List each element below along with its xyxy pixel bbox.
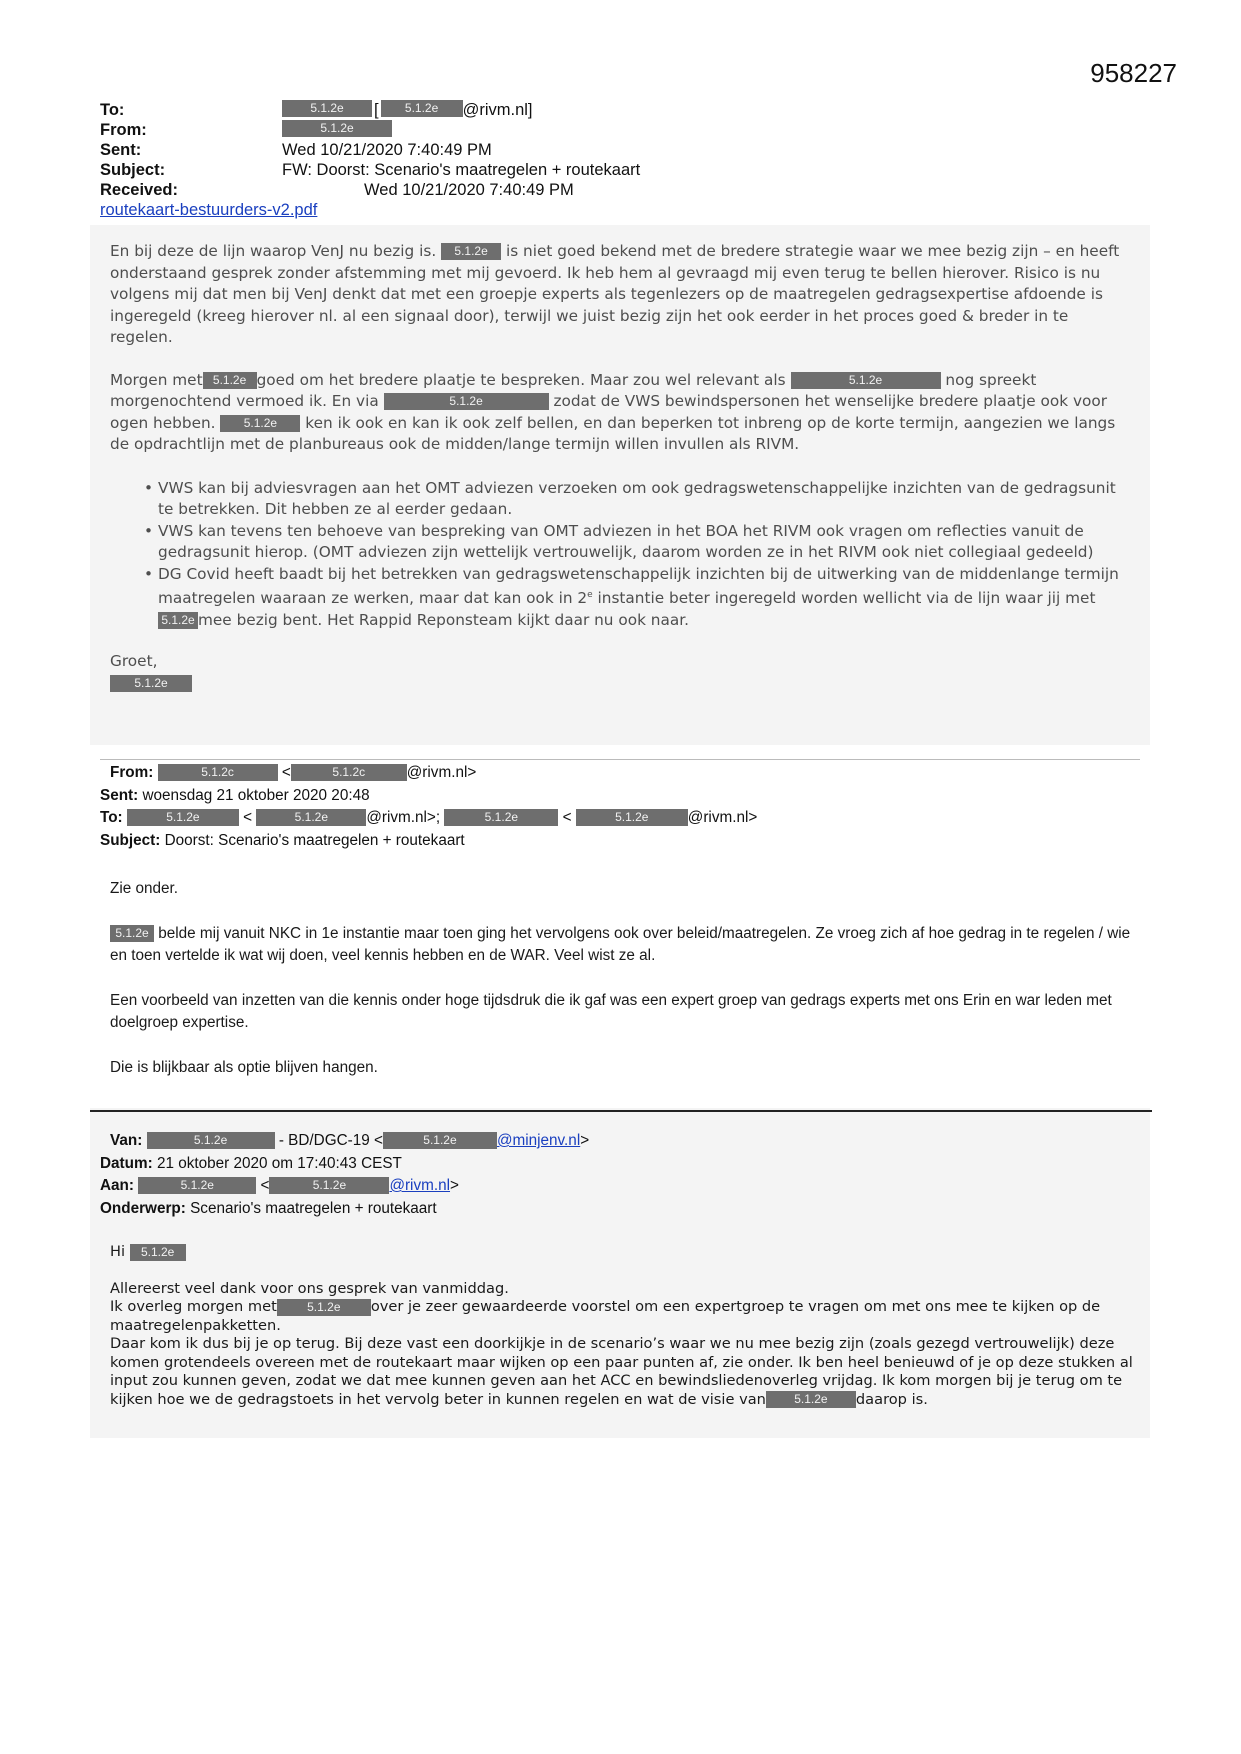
redaction: 5.1.2e (138, 1177, 256, 1194)
text: daarop is. (855, 1390, 928, 1408)
email1-bullet-list (110, 478, 1130, 632)
to-label: To: (100, 101, 125, 119)
redaction: 5.1.2e (158, 612, 198, 629)
redaction: 5.1.2e (381, 100, 463, 117)
bullet-item: • VWS kan bij adviesvragen aan het OMT adviezen verzoeken om ook gedragswetenschappelijke inzichten van de gedragsunit te betrekken. Dit hebben ze al eerder gedaan. (158, 478, 1130, 521)
email2-line: Zie onder. (110, 880, 179, 897)
to-domain: @rivm.nl> (687, 809, 758, 826)
text: mee bezig bent. Het Rappid Reponsteam kijkt daar nu ook naar. (198, 610, 689, 629)
redaction: 5.1.2e (256, 809, 366, 826)
redaction: 5.1.2e (147, 1132, 275, 1149)
to-domain: @rivm.nl] (462, 101, 533, 119)
email3-header (100, 1130, 589, 1220)
redaction: 5.1.2e (576, 809, 688, 826)
gt: > (450, 1177, 459, 1194)
redaction: 5.1.2e (220, 415, 300, 432)
text: Daar kom ik dus bij je op terug. Bij deze vast een doorkijkje in de scenario’s waar we nu mee bezig zijn (zoals gezegd vertrouwelijk) deze komen grotendeels overeen met de routekaart maar wijken op een paar punten af, zie onder. Ik ben heel benieuwd of je op deze stukken al input zou kunnen geven, zodat we dat mee kunnen geven aan het ACC en bewindsliedenoverleg vrijdag. Ik kom morgen bij je terug om te kijken hoe we de gedragstoets in het vervolg beter in kunnen regelen en wat de visie van (110, 1335, 1133, 1408)
subject-value: FW: Doorst: Scenario's maatregelen + routekaart (282, 161, 641, 179)
aan-email-link[interactable]: @rivm.nl (389, 1177, 451, 1194)
redaction: 5.1.2e (384, 393, 549, 410)
redaction: 5.1.2e (269, 1177, 389, 1194)
sent-value: Wed 10/21/2020 7:40:49 PM (282, 141, 492, 159)
from-domain: @rivm.nl> (406, 764, 477, 781)
lt: < (562, 809, 572, 826)
redaction: 5.1.2e (277, 1299, 371, 1316)
onderwerp-label: Onderwerp: (100, 1199, 186, 1217)
from-label: From: (110, 764, 154, 781)
text: zodat de VWS bewindspersonen het wenselijke bredere plaatje ook voor ogen hebben. (110, 392, 1108, 432)
text: DG Covid heeft baadt bij het betrekken van gedragswetenschappelijk inzichten bij de uitwerking van de middenlange termijn maatregelen waaraan ze werken, maar dat kan ook in 2 (158, 564, 1119, 608)
bracket: [ (374, 101, 379, 119)
redaction: 5.1.2e (282, 100, 372, 117)
to-domain: @rivm.nl>; (366, 809, 441, 826)
document-number: 958227 (1090, 58, 1177, 88)
datum-value: 21 oktober 2020 om 17:40:43 CEST (156, 1154, 402, 1172)
redaction: 5.1.2e (383, 1132, 497, 1149)
from-label: From: (100, 121, 147, 139)
sent-label: Sent: (100, 786, 139, 804)
greeting (110, 1243, 1140, 1262)
gt: > (580, 1132, 590, 1149)
van-org: - BD/DGC-19 < (278, 1132, 383, 1149)
email1-body (110, 241, 1130, 694)
redaction: 5.1.2e (766, 1391, 856, 1408)
redaction: 5.1.2c (291, 764, 407, 781)
text: En bij deze de lijn waarop VenJ nu bezig is. (110, 242, 437, 260)
van-email-link[interactable]: @minjenv.nl (496, 1132, 581, 1149)
text: over je zeer gewaardeerde voorstel om een expertgroep te vragen om met ons mee te kijken op de maatregelenpakketten. (110, 1298, 1101, 1334)
email3-body (110, 1243, 1140, 1409)
sent-value: woensdag 21 oktober 2020 20:48 (142, 786, 370, 804)
datum-label: Datum: (100, 1154, 153, 1172)
email1-header (100, 100, 640, 220)
text: goed om het bredere plaatje te bespreken. Maar zou wel relevant als (256, 370, 786, 389)
received-value: Wed 10/21/2020 7:40:49 PM (364, 181, 574, 199)
text: is niet goed bekend met de bredere strategie waar we mee bezig zijn – en heeft onderstaand gesprek zonder afstemming met mij gevoerd. Ik heb hem al gevraagd mij even terug te bellen hierover. Risico is nu volgens mij dat men bij VenJ denkt dat met een groepje experts als tegenlezers op de maatregelen gedragsexpertise afdoende is ingeregeld (kreeg hierover nl. al een signaal door), terwijl we juist bezig zijn het ook eerder in het proces goed & breder in te regelen. (110, 242, 1120, 346)
email1-paragraph (110, 241, 1130, 349)
lt: < (243, 809, 253, 826)
text: Hi (110, 1243, 126, 1260)
email2-paragraph: Een voorbeeld van inzetten van die kennis onder hoge tijdsdruk die ik gaf was een expert groep van gedrags experts met ons Erin en war leden met doelgroep expertise. (110, 991, 1112, 1031)
onderwerp-value: Scenario's maatregelen + routekaart (190, 1199, 437, 1217)
bullet-item (158, 564, 1130, 632)
text: Morgen met (110, 370, 203, 389)
to-label: To: (100, 809, 123, 826)
text: instantie beter ingeregeld worden wellicht via de lijn waar jij met (592, 589, 1096, 608)
redaction: 5.1.2e (203, 372, 257, 389)
subject-value: Doorst: Scenario's maatregelen + routekaart (164, 831, 465, 849)
received-label: Received: (100, 181, 178, 199)
redaction: 5.1.2e (441, 243, 501, 260)
email2-paragraph: Die is blijkbaar als optie blijven hangen. (110, 1058, 378, 1076)
redaction: 5.1.2c (158, 764, 278, 781)
divider (100, 759, 1140, 760)
sent-label: Sent: (100, 141, 142, 159)
redaction: 5.1.2e (130, 1244, 186, 1261)
email1-paragraph (110, 370, 1130, 456)
redaction: 5.1.2e (444, 809, 558, 826)
bullet-item: • VWS kan tevens ten behoeve van bespreking van OMT adviezen in het BOA het RIVM ook vragen om reflecties vanuit de gedragsunit hierop. (OMT adviezen zijn wettelijk vertrouwelijk, daarom worden ze in het RIVM ook niet collegiaal gedeeld) (158, 521, 1130, 564)
subject-label: Subject: (100, 161, 166, 179)
text: ken ik ook en kan ik ook zelf bellen, en dan beperken tot inbreng op de korte termijn, aangezien we langs de opdrachtlijn met de planbureaus ook de midden/lange termijn willen invullen als RIVM. (110, 413, 1116, 453)
email2-paragraph (110, 923, 1140, 968)
email3-paragraph (110, 1335, 1140, 1409)
email3-paragraph: Allereerst veel dank voor ons gesprek van vanmiddag. (110, 1279, 509, 1297)
lt: < (281, 764, 291, 781)
email3-paragraph (110, 1298, 1140, 1335)
text: nog spreekt morgenochtend vermoed ik. En via (110, 370, 1037, 410)
redaction: 5.1.2e (110, 925, 154, 942)
divider (90, 1110, 1152, 1112)
aan-label: Aan: (100, 1177, 134, 1194)
redaction: 5.1.2e (127, 809, 239, 826)
superscript: e (587, 590, 593, 600)
lt: < (260, 1177, 270, 1194)
subject-label: Subject: (100, 831, 161, 849)
text: belde mij vanuit NKC in 1e instantie maar toen ging het vervolgens ook over beleid/maatregelen. Ze vroeg zich af hoe gedrag in te regelen / wie en toen vertelde ik wat wij doen, veel kennis hebben en de WAR. Veel wist ze al. (110, 924, 1131, 964)
redaction: 5.1.2e (791, 372, 941, 389)
closing: Groet, (110, 652, 158, 671)
text: Ik overleg morgen met (110, 1298, 277, 1315)
van-label: Van: (110, 1132, 143, 1149)
redaction: 5.1.2e (110, 675, 192, 692)
redaction: 5.1.2e (282, 120, 392, 137)
email2-header (100, 762, 757, 852)
attachment-link[interactable]: routekaart-bestuurders-v2.pdf (100, 201, 318, 219)
email2-body (110, 878, 1140, 1079)
